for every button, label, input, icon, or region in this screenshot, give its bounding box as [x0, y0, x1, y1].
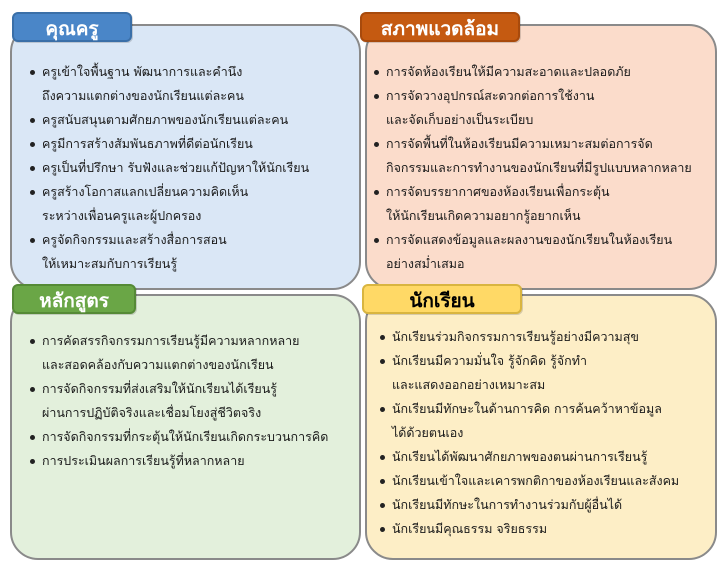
list-item: [28, 156, 348, 180]
list-item: [378, 397, 713, 445]
list-item: [372, 60, 712, 84]
list-item: [372, 132, 712, 180]
list-item-line: การคัดสรรกิจกรรมการเรียนรู้มีความหลากหลาย: [42, 333, 300, 348]
list-item-line: การจัดวางอุปกรณ์สะดวกต่อการใช้งาน: [386, 88, 595, 103]
list-item: [28, 132, 348, 156]
list-item-line: นักเรียนมีความมั่นใจ รู้จักคิด รู้จักทำ: [392, 353, 587, 368]
list-item: [28, 329, 353, 377]
list-item: [378, 445, 713, 469]
list-item: [28, 425, 353, 449]
list-item-line: การประเมินผลการเรียนรู้ที่หลากหลาย: [42, 453, 245, 468]
list-item: [378, 517, 713, 541]
list-item: [372, 84, 712, 132]
list-item-line: นักเรียนร่วมกิจกรรมการเรียนรู้อย่างมีความสุข: [392, 329, 639, 344]
list-item: [28, 60, 348, 108]
list-item-line: และจัดเก็บอย่างเป็นระเบียบ: [386, 112, 534, 127]
teacher-list: [28, 60, 348, 276]
list-item-line: ถึงความแตกต่างของนักเรียนแต่ละคน: [42, 88, 244, 103]
list-item: [372, 180, 712, 228]
list-item-line: และแสดงออกอย่างเหมาะสม: [392, 377, 546, 392]
list-item: [28, 377, 353, 425]
list-item-line: การจัดห้องเรียนให้มีความสะอาดและปลอดภัย: [386, 64, 631, 79]
list-item: [372, 228, 712, 276]
list-item: [378, 349, 713, 397]
list-item-line: ได้ด้วยตนเอง: [392, 425, 464, 440]
list-item-line: นักเรียนได้พัฒนาศักยภาพของตนผ่านการเรียนรู้: [392, 449, 648, 464]
list-item-line: กิจกรรมและการทำงานของนักเรียนที่มีรูปแบบหลากหลาย: [386, 160, 692, 175]
student-list: [378, 325, 713, 541]
list-item-line: การจัดบรรยากาศของห้องเรียนเพื่อกระตุ้น: [386, 184, 610, 199]
list-item: [28, 449, 353, 473]
teacher-title: คุณครู: [12, 12, 132, 42]
list-item-line: ให้เหมาะสมกับการเรียนรู้: [42, 256, 178, 271]
list-item-line: ครูจัดกิจกรรมและสร้างสื่อการสอน: [42, 232, 227, 247]
list-item-line: ครูเข้าใจพื้นฐาน พัฒนาการและคำนึง: [42, 64, 243, 79]
list-item-line: ครูมีการสร้างสัมพันธภาพที่ดีต่อนักเรียน: [42, 136, 253, 151]
list-item: [378, 469, 713, 493]
list-item-line: อย่างสม่ำเสมอ: [386, 256, 465, 271]
environment-list: [372, 60, 712, 276]
student-title: นักเรียน: [362, 284, 522, 314]
list-item-line: และสอดคล้องกับความแตกต่างของนักเรียน: [42, 357, 274, 372]
list-item-line: ครูสนับสนุนตามศักยภาพของนักเรียนแต่ละคน: [42, 112, 289, 127]
list-item: [28, 228, 348, 276]
list-item-line: ระหว่างเพื่อนครูและผู้ปกครอง: [42, 208, 202, 223]
list-item-line: ผ่านการปฏิบัติจริงและเชื่อมโยงสู่ชีวิตจริง: [42, 405, 262, 420]
list-item-line: ให้นักเรียนเกิดความอยากรู้อยากเห็น: [386, 208, 581, 223]
list-item: [28, 108, 348, 132]
list-item-line: นักเรียนมีทักษะในการทำงานร่วมกับผู้อื่นได้: [392, 497, 623, 512]
list-item-line: นักเรียนเข้าใจและเคารพกติกาของห้องเรียนและสังคม: [392, 473, 680, 488]
environment-title: สภาพแวดล้อม: [360, 12, 520, 42]
list-item-line: การจัดกิจกรรมที่กระตุ้นให้นักเรียนเกิดกระบวนการคิด: [42, 429, 329, 444]
list-item-line: การจัดกิจกรรมที่ส่งเสริมให้นักเรียนได้เรียนรู้: [42, 381, 277, 396]
list-item: [378, 325, 713, 349]
list-item-line: ครูเป็นที่ปรึกษา รับฟังและช่วยแก้ปัญหาให้นักเรียน: [42, 160, 310, 175]
list-item-line: นักเรียนมีทักษะในด้านการคิด การค้นคว้าหาข้อมูล: [392, 401, 662, 416]
list-item-line: นักเรียนมีคุณธรรม จริยธรรม: [392, 521, 548, 536]
list-item: [28, 180, 348, 228]
list-item-line: การจัดพื้นที่ในห้องเรียนมีความเหมาะสมต่อการจัด: [386, 136, 653, 151]
list-item-line: ครูสร้างโอกาสแลกเปลี่ยนความคิดเห็น: [42, 184, 249, 199]
curriculum-list: [28, 329, 353, 473]
curriculum-title: หลักสูตร: [12, 284, 136, 314]
list-item: [378, 493, 713, 517]
list-item-line: การจัดแสดงข้อมูลและผลงานของนักเรียนในห้องเรียน: [386, 232, 673, 247]
